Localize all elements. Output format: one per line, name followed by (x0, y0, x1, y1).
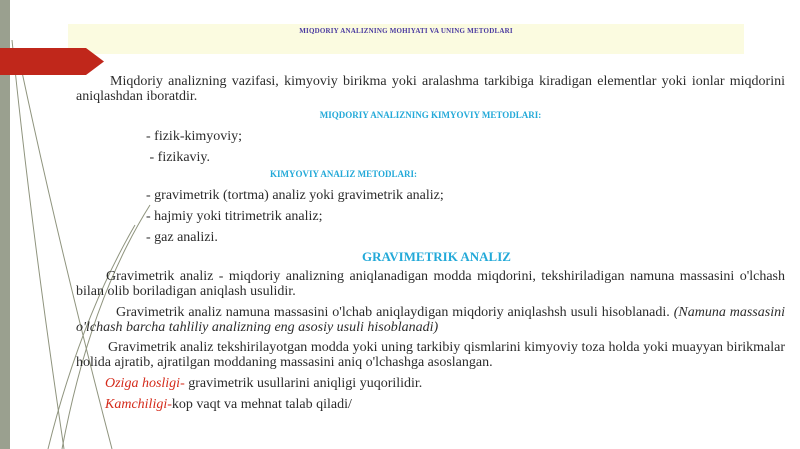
method-item: - fizikaviy. (146, 150, 211, 165)
heading-chemical-methods: KIMYOVIY ANALIZ METODLARI: (270, 169, 418, 179)
advantage-label: Oziga hosligi- (105, 376, 185, 391)
paragraph-separation: Gravimetrik analiz tekshirilayotgan modda yoki uning tarkibiy qismlarini kimyoviy toza holda yoki muayyan birikmalar holida ajratib, ajratilgan moddaning massasini aniq o'lchashga asoslangan. (76, 340, 785, 370)
chemical-method-item: - gravimetrik (tortma) analiz yoki gravimetrik analiz; (146, 188, 444, 203)
chemical-method-item: - hajmiy yoki titrimetrik analiz; (146, 209, 323, 224)
chemical-method-item: - gaz analizi. (146, 230, 218, 245)
drawback-label: Kamchiligi- (105, 397, 172, 412)
drawback-line (105, 397, 352, 412)
slide-title: MIQDORIY ANALIZNING MOHIYATI VA UNING METODLARI (299, 27, 513, 35)
heading-methods: MIQDORIY ANALIZNING KIMYOVIY METODLARI: (319, 110, 542, 120)
paragraph-mass-measurement (76, 305, 785, 335)
advantage-line (105, 376, 422, 391)
method-item: - fizik-kimyoviy; (146, 129, 243, 144)
paragraph-definition: Gravimetrik analiz - miqdoriy analizning aniqlanadigan modda miqdorini, tekshiriladigan namuna massasini o'lchash bilan olib boriladigan aniqlash usulidir. (76, 269, 785, 299)
drawback-text: kop vaqt va mehnat talab qiladi/ (171, 397, 352, 412)
paragraph-mass-note: (Namuna massasini o'lchash barcha tahliliy analizning eng asosiy usuli hisoblanadi) (76, 305, 785, 335)
paragraph-mass-text: Gravimetrik analiz namuna massasini o'lchab aniqlaydigan miqdoriy aniqlashsh usuli hisoblanadi. (116, 305, 674, 320)
advantage-text: gravimetrik usullarini aniqligi yuqorilidir. (184, 376, 423, 391)
heading-gravimetric: GRAVIMETRIK ANALIZ (362, 249, 511, 264)
intro-paragraph: Miqdoriy analizning vazifasi, kimyoviy birikma yoki aralashma tarkibiga kiradigan elementlar yoki ionlar miqdorini aniqlashdan iboratdir. (76, 74, 785, 104)
